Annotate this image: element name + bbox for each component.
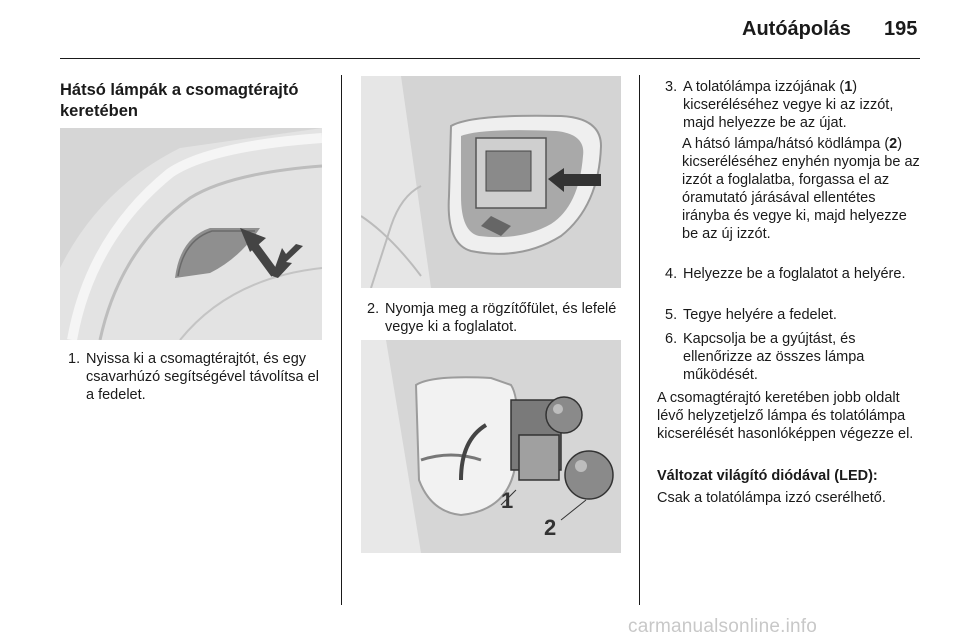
step-1-number: 1.: [68, 351, 81, 367]
step-3-text-b: ) kicseréléséhez vegye ki az izzót, majd helyezze be az újat.: [683, 79, 894, 131]
step-4-text: Helyezze be a foglalatot a helyére.: [683, 266, 906, 282]
column-divider-left: [341, 75, 342, 605]
step-6: [665, 330, 927, 384]
step-4-number: 4.: [665, 266, 678, 282]
step-3-note-text-b: ) kicseréléséhez enyhén nyomja be az izzót a foglalatba, forgassa el az óramutató járásával ellentétes irányba és vegye ki, majd helyezze be az új izzót.: [682, 136, 920, 242]
figure-label-1: 1: [501, 488, 514, 513]
illustration-bulb-socket: [361, 340, 621, 553]
step-3-text: [683, 78, 927, 132]
led-heading: Változat világító diódával (LED):: [657, 468, 878, 484]
step-3: [665, 78, 927, 132]
figure-lamp-housing: [361, 76, 621, 288]
figure-bulb-socket: [361, 340, 621, 553]
illustration-tailgate-cover: [60, 128, 322, 340]
step-1-text: Nyissa ki a csomagtérajtót, és egy csavarhúzó segítségével távolítsa el a fedelet.: [86, 351, 319, 403]
step-3-note-ref: 2: [889, 136, 898, 152]
step-5-text: Tegye helyére a fedelet.: [683, 307, 837, 323]
step-2-text: Nyomja meg a rögzítőfület, és lefelé vegye ki a foglalatot.: [385, 301, 617, 335]
body-paragraph: A csomagtérajtó keretében jobb oldalt lévő helyzetjelző lámpa és tolatólámpa kicserélését hasonlóképpen végezze el.: [657, 390, 914, 442]
step-3-ref: 1: [844, 79, 853, 95]
step-5-number: 5.: [665, 307, 678, 323]
page-header-title: Autóápolás: [742, 18, 851, 40]
step-3-number: 3.: [665, 79, 678, 95]
watermark: carmanualsonline.info: [628, 616, 818, 637]
step-6-number: 6.: [665, 331, 678, 347]
step-5: [665, 306, 927, 324]
figure-tailgate-cover: [60, 128, 322, 340]
figure-label-2: 2: [544, 515, 557, 540]
page-number: 195: [884, 18, 918, 40]
step-3-text-a: A tolatólámpa izzójának (: [683, 79, 845, 95]
step-3-note-text-a: A hátsó lámpa/hátsó ködlámpa (: [682, 136, 890, 152]
led-text: Csak a tolatólámpa izzó cserélhető.: [657, 490, 886, 506]
section-title: Hátsó lámpák a csomagtérajtó keretében: [60, 81, 299, 120]
step-6-text: Kapcsolja be a gyújtást, és ellenőrizze az összes lámpa működését.: [683, 331, 865, 383]
step-3-note: [682, 135, 927, 243]
step-2: [367, 300, 629, 336]
step-2-number: 2.: [367, 301, 380, 317]
step-4: [665, 265, 927, 283]
column-divider-right: [639, 75, 640, 605]
step-1: [68, 350, 330, 404]
header-divider: [60, 58, 920, 59]
illustration-lamp-housing: [361, 76, 621, 288]
